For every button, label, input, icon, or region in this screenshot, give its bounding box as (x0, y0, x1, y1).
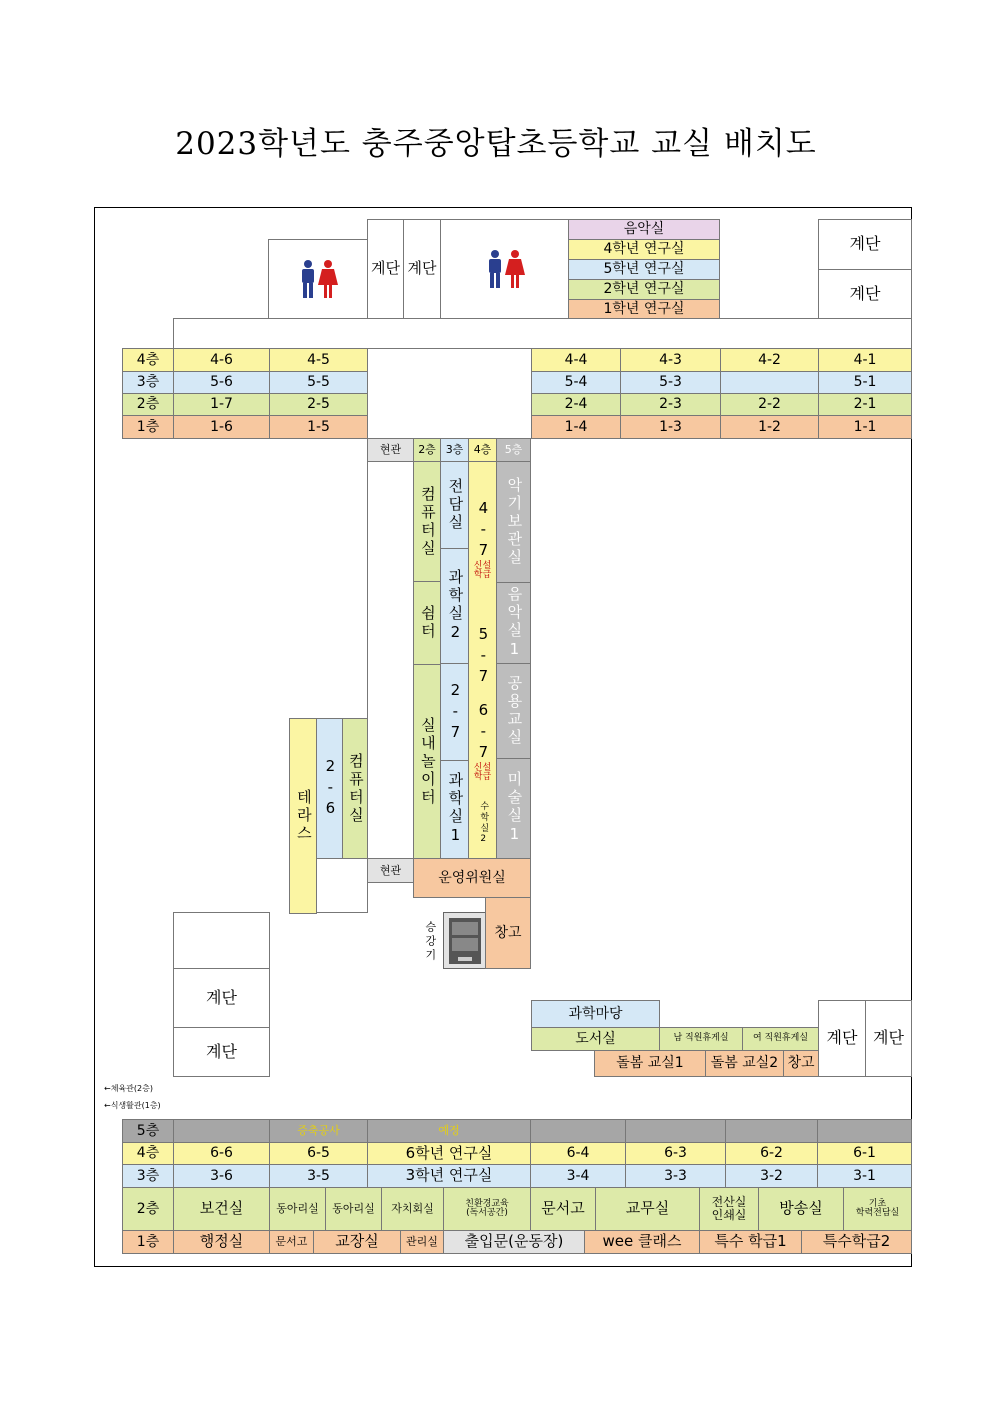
room-3-4: 3-4 (530, 1164, 626, 1188)
room-6-1: 6-1 (817, 1142, 912, 1165)
room-1-5: 1-5 (269, 415, 368, 439)
maintenance-room: 관리실 (400, 1230, 444, 1254)
archive-1f: 문서고 (269, 1230, 314, 1254)
room-4-1: 4-1 (818, 348, 912, 372)
stairs-west-2: 계단 (173, 1027, 270, 1077)
corridor-left-lower (316, 858, 368, 913)
room-2-3: 2-3 (620, 393, 721, 416)
care-room-1: 돌봄 교실1 (594, 1050, 706, 1077)
restroom-1 (268, 239, 368, 319)
room-5-1: 5-1 (818, 371, 912, 394)
restroom-2 (440, 219, 569, 319)
class-2-6: 2-6 (316, 718, 343, 859)
storage-south: 창고 (783, 1050, 819, 1077)
room-1-1: 1-1 (818, 415, 912, 439)
grade6-research: 6학년 연구실 (367, 1142, 531, 1165)
floor-label-1: 1층 (122, 415, 174, 439)
special-class-1: 특수 학급1 (699, 1230, 802, 1254)
storage-middle: 창고 (485, 897, 531, 969)
south-5f-6 (725, 1119, 818, 1143)
instrument-storage: 악기보관실 (496, 461, 531, 583)
stairs-east-2: 계단 (865, 1000, 912, 1077)
care-room-2: 돌봄 교실2 (705, 1050, 784, 1077)
south-floor-label-4: 4층 (122, 1142, 174, 1165)
class-6-7-area (468, 695, 497, 789)
committee-room: 운영위원실 (413, 858, 531, 898)
grade3-research: 3학년 연구실 (367, 1164, 531, 1188)
room-2-4: 2-4 (531, 393, 621, 416)
restroom-icon (483, 249, 527, 289)
class-4-7-area (468, 461, 497, 618)
new-class-label: 신설학급 (473, 560, 492, 580)
room-4-6: 4-6 (173, 348, 270, 372)
room-5-5: 5-5 (269, 371, 368, 394)
admin-office: 행정실 (173, 1230, 270, 1254)
room-3-2: 3-2 (725, 1164, 818, 1188)
new-class-label-2: 신설학급 (473, 762, 492, 782)
room-1-6: 1-6 (173, 415, 270, 439)
broadcast-room: 방송실 (758, 1187, 844, 1231)
grade2-research: 2학년 연구실 (568, 279, 720, 300)
room-2-1: 2-1 (818, 393, 912, 416)
room-4-2: 4-2 (720, 348, 819, 372)
room-6-5: 6-5 (269, 1142, 368, 1165)
math-room-2: 수학실2 (468, 788, 497, 859)
floor-label-3: 3층 (122, 371, 174, 394)
entrance-bottom: 현관 (367, 858, 414, 883)
grade4-research: 4학년 연구실 (568, 239, 720, 260)
room-3-3: 3-3 (625, 1164, 726, 1188)
special-class-2: 특수학급2 (801, 1230, 912, 1254)
floor-tag-2: 2층 (413, 438, 441, 462)
room-6-6: 6-6 (173, 1142, 270, 1165)
club-room-1: 동아리실 (269, 1187, 326, 1231)
room-6-3: 6-3 (625, 1142, 726, 1165)
stairs-top-right-1: 계단 (818, 219, 912, 270)
main-entrance: 출입문(운동장) (443, 1230, 585, 1254)
floor-label-2: 2층 (122, 393, 174, 416)
west-block (173, 912, 270, 969)
gym-note: ←체육관(2층) (104, 1082, 174, 1096)
south-floor-label-3: 3층 (122, 1164, 174, 1188)
class-6-7: 6-7 (474, 700, 493, 764)
wee-class: wee 클래스 (584, 1230, 700, 1254)
room-1-2: 1-2 (720, 415, 819, 439)
stairs-east-1: 계단 (818, 1000, 866, 1077)
stairs-top-right-2: 계단 (818, 269, 912, 320)
room-1-7: 1-7 (173, 393, 270, 416)
room-2-5: 2-5 (269, 393, 368, 416)
room-4-4: 4-4 (531, 348, 621, 372)
archive-2f: 문서고 (530, 1187, 596, 1231)
computer-print-room: 전산실 인쇄실 (699, 1187, 759, 1231)
elevator-label: 승강기 (420, 912, 440, 972)
music-room-top: 음악실 (568, 219, 720, 240)
south-floor-label-5: 5층 (122, 1119, 174, 1143)
computer-room: 컴퓨터실 (413, 461, 441, 582)
shelter: 쉼터 (413, 581, 441, 665)
room-6-2: 6-2 (725, 1142, 818, 1165)
room-4-5: 4-5 (269, 348, 368, 372)
music-room-1: 음악실1 (496, 582, 531, 664)
computer-room-left: 컴퓨터실 (342, 718, 368, 859)
room-1-3: 1-3 (620, 415, 721, 439)
south-5f-construction: 증축공사 (269, 1119, 368, 1143)
south-5f-planned: 예정 (367, 1119, 531, 1143)
south-floor-label-1: 1층 (122, 1230, 174, 1254)
room-5-4: 5-4 (531, 371, 621, 394)
entrance-top: 현관 (367, 438, 414, 462)
south-5f-1 (173, 1119, 270, 1143)
room-2-2: 2-2 (720, 393, 819, 416)
class-2-7: 2-7 (440, 663, 469, 761)
floor-label-4: 4층 (122, 348, 174, 372)
elevator-icon (448, 917, 482, 965)
floor-tag-5: 5층 (496, 438, 531, 462)
south-floor-label-2: 2층 (122, 1187, 174, 1231)
room-5-empty (720, 371, 819, 394)
shared-classroom: 공용교실 (496, 663, 531, 759)
grade5-research: 5학년 연구실 (568, 259, 720, 280)
stairs-top-1: 계단 (367, 219, 404, 319)
indoor-playground: 실내놀이터 (413, 664, 441, 859)
room-1-4: 1-4 (531, 415, 621, 439)
class-5-7: 5-7 (468, 617, 497, 696)
south-5f-7 (817, 1119, 912, 1143)
student-council-room: 자치회실 (381, 1187, 444, 1231)
page-title: 2023학년도 충주중앙탑초등학교 교실 배치도 (175, 126, 817, 162)
library: 도서실 (531, 1027, 660, 1051)
grade1-research: 1학년 연구실 (568, 299, 720, 320)
room-6-4: 6-4 (530, 1142, 626, 1165)
dedicated-room: 전담실 (440, 461, 469, 549)
eco-education-room: 친환경교육 (독서공간) (443, 1187, 531, 1231)
teachers-office: 교무실 (595, 1187, 700, 1231)
club-room-2: 동아리실 (325, 1187, 382, 1231)
science-yard: 과학마당 (531, 1000, 660, 1028)
elevator (443, 912, 486, 969)
stairs-west-1: 계단 (173, 968, 270, 1028)
room-5-3: 5-3 (620, 371, 721, 394)
class-4-7: 4-7 (474, 498, 493, 562)
science-room-2: 과학실2 (440, 548, 469, 664)
room-3-1: 3-1 (817, 1164, 912, 1188)
female-staff-lounge: 여 직원휴게실 (742, 1027, 819, 1051)
science-room-1: 과학실1 (440, 760, 469, 859)
art-room-1: 미술실1 (496, 758, 531, 859)
room-5-6: 5-6 (173, 371, 270, 394)
room-4-3: 4-3 (620, 348, 721, 372)
north-corridor (173, 318, 912, 349)
stairs-top-2: 계단 (403, 219, 441, 319)
south-5f-5 (625, 1119, 726, 1143)
principals-office: 교장실 (313, 1230, 401, 1254)
terrace: 테라스 (289, 718, 317, 914)
male-staff-lounge: 남 직원휴게실 (659, 1027, 743, 1051)
floor-tag-4: 4층 (468, 438, 497, 462)
room-3-5: 3-5 (269, 1164, 368, 1188)
basic-learning-room: 기초 학력전담실 (843, 1187, 912, 1231)
health-room: 보건실 (173, 1187, 270, 1231)
room-3-6: 3-6 (173, 1164, 270, 1188)
restroom-icon (296, 259, 340, 299)
cafeteria-note: ←식생활관(1층) (104, 1099, 174, 1113)
middle-corridor (367, 461, 414, 859)
south-5f-4 (530, 1119, 626, 1143)
floor-tag-3: 3층 (440, 438, 469, 462)
